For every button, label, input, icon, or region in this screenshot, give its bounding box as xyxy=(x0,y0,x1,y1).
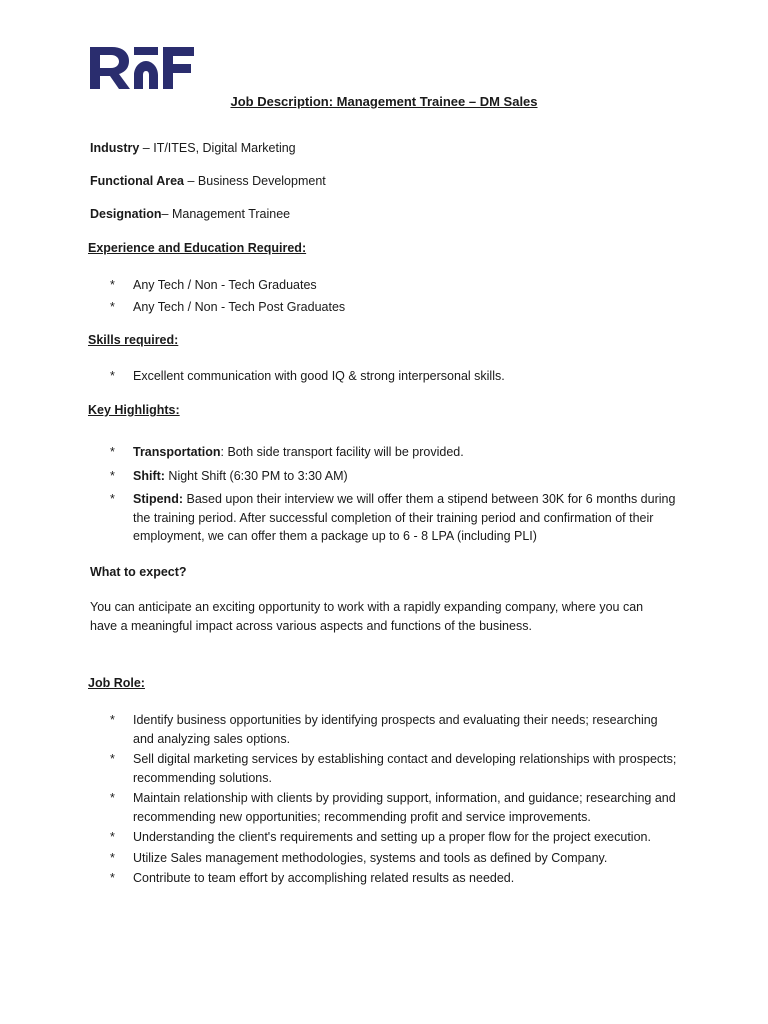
bullet-icon: * xyxy=(110,299,115,314)
field-sep: – xyxy=(161,207,172,221)
list-item-text: Any Tech / Non - Tech Post Graduates xyxy=(133,299,346,314)
functional-area-field xyxy=(90,174,326,188)
field-sep: – xyxy=(139,141,154,155)
list-item-text: Identify business opportunities by identifying prospects and evaluating their needs; researching and analyzing sales options. xyxy=(133,713,658,746)
expect-paragraph: You can anticipate an exciting opportunity to work with a rapidly expanding company, where you can have a meaningful impact across various aspects and functions of the business. xyxy=(90,600,644,633)
expect-heading: What to expect? xyxy=(90,565,187,579)
list-item xyxy=(110,750,680,787)
designation-field xyxy=(90,207,290,221)
list-item-text: Maintain relationship with clients by providing support, information, and guidance; researching and recommending new opportunities; recommending profit and service improvements. xyxy=(133,791,676,824)
company-logo xyxy=(90,45,196,91)
field-value: Business Development xyxy=(197,174,326,188)
bullet-icon: * xyxy=(110,713,115,727)
list-item xyxy=(110,828,680,847)
bullet-icon: * xyxy=(110,468,115,483)
list-item-text: Excellent communication with good IQ & strong interpersonal skills. xyxy=(133,369,505,383)
list-item-text: Contribute to team effort by accomplishing related results as needed. xyxy=(133,871,515,885)
highlights-heading: Key Highlights: xyxy=(88,403,180,417)
list-item xyxy=(110,490,680,546)
list-item-text: Understanding the client's requirements and setting up a proper flow for the project execution. xyxy=(133,830,651,844)
field-key: Industry xyxy=(90,141,140,155)
experience-list xyxy=(110,276,680,316)
bullet-icon: * xyxy=(110,445,115,459)
industry-field xyxy=(90,141,296,155)
list-item xyxy=(110,849,680,868)
field-value: IT/ITES, Digital Marketing xyxy=(153,141,296,155)
highlight-label: Transportation xyxy=(133,445,221,459)
jobrole-list xyxy=(110,711,680,888)
page-title: Job Description: Management Trainee – DM Sales xyxy=(230,94,538,109)
bullet-icon: * xyxy=(110,871,115,885)
highlights-list xyxy=(110,443,680,546)
bullet-icon: * xyxy=(110,369,115,383)
list-item xyxy=(110,367,680,386)
highlight-text: Both side transport facility will be provided. xyxy=(227,445,464,459)
highlight-text: Night Shift (6:30 PM to 3:30 AM) xyxy=(168,468,348,483)
jobrole-heading: Job Role: xyxy=(88,676,145,690)
list-item xyxy=(110,467,680,486)
list-item xyxy=(110,443,680,462)
highlight-text: Based upon their interview we will offer them a stipend between 30K for 6 months during the training period. After successful completion of their training period and confirmation of their employment, we can offer them a package up to 6 - 8 LPA (including PLI) xyxy=(133,492,676,543)
bullet-icon: * xyxy=(110,752,115,766)
bullet-icon: * xyxy=(110,830,115,844)
field-sep: – xyxy=(184,174,198,188)
list-item xyxy=(110,276,680,295)
list-item-text: Sell digital marketing services by establishing contact and developing relationships with prospects; recommending solutions. xyxy=(133,752,677,785)
highlight-sep: : xyxy=(220,445,228,459)
skills-list xyxy=(110,367,680,386)
list-item xyxy=(110,869,680,888)
highlight-label: Stipend: xyxy=(133,492,183,506)
highlight-label: Shift: xyxy=(133,468,165,483)
logo-mark xyxy=(90,45,196,91)
list-item xyxy=(110,789,680,826)
experience-heading: Experience and Education Required: xyxy=(88,241,307,255)
list-item-text: Any Tech / Non - Tech Graduates xyxy=(133,278,317,292)
field-key: Designation xyxy=(90,207,162,221)
list-item-text: Utilize Sales management methodologies, systems and tools as defined by Company. xyxy=(133,850,608,865)
bullet-icon: * xyxy=(110,278,115,292)
field-value: Management Trainee xyxy=(171,207,291,221)
bullet-icon: * xyxy=(110,791,115,805)
bullet-icon: * xyxy=(110,492,115,506)
bullet-icon: * xyxy=(110,850,115,865)
list-item xyxy=(110,298,680,317)
field-key: Functional Area xyxy=(90,174,184,188)
list-item xyxy=(110,711,680,748)
skills-heading: Skills required: xyxy=(88,333,179,347)
